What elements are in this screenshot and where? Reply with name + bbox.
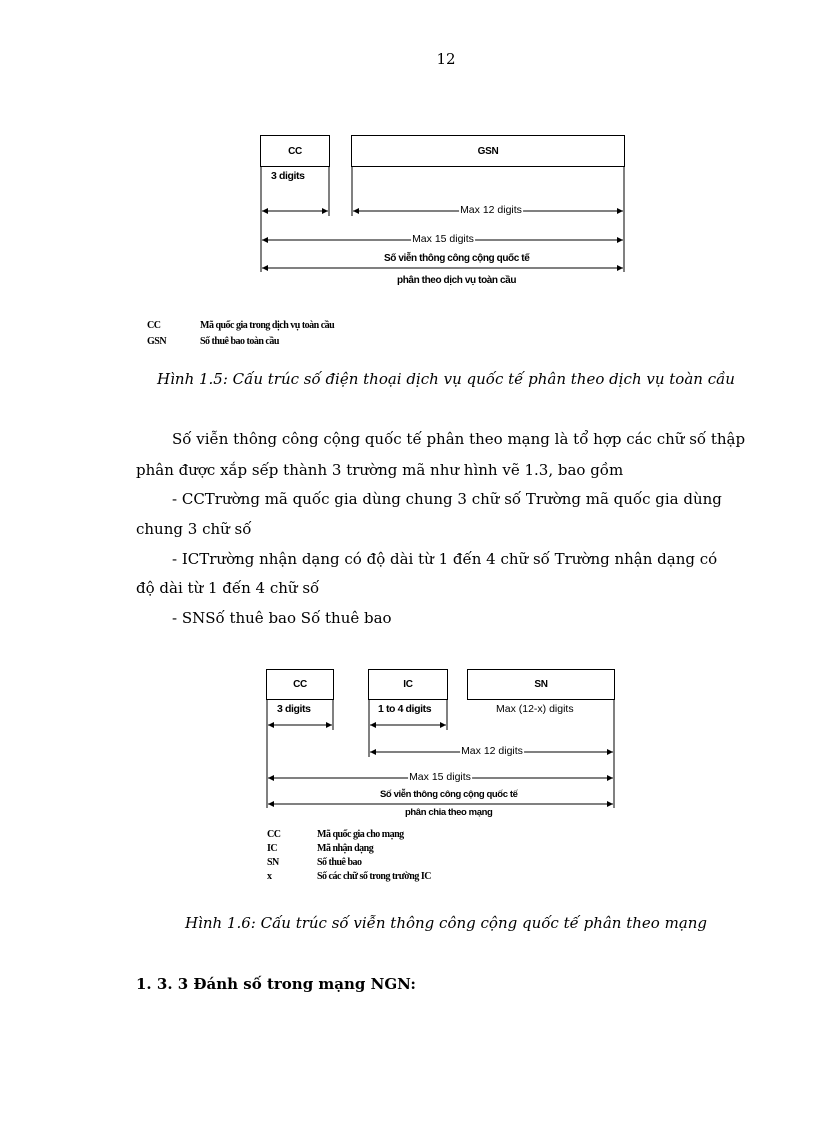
legend-abbr: GSN xyxy=(147,336,167,347)
dim-max15-label: Max 15 digits xyxy=(409,771,471,783)
legend-abbr: CC xyxy=(147,320,161,331)
figure-1-6-caption: Hình 1.6: Cấu trúc số viễn thông công cộng quốc tế phân theo mạng xyxy=(184,914,708,932)
section-heading: 1. 3. 3 Đánh số trong mạng NGN: xyxy=(136,975,416,993)
box-cc: CC xyxy=(260,135,330,167)
legend-abbr: x xyxy=(267,871,272,882)
box-ic: IC xyxy=(368,669,448,700)
legend-desc: Mã quốc gia trong dịch vụ toàn cầu xyxy=(200,320,335,331)
sn-digits-label: Max (12-x) digits xyxy=(496,703,574,715)
figure1-label-line2: phân theo dịch vụ toàn cầu xyxy=(397,275,517,286)
figure2-label-line1: Số viễn thông công cộng quốc tế xyxy=(380,789,518,800)
box-cc: CC xyxy=(266,669,334,700)
legend-desc: Số thuê bao xyxy=(317,857,362,868)
legend-row xyxy=(267,857,362,868)
ic-digits-label: 1 to 4 digits xyxy=(378,703,432,715)
legend-abbr: SN xyxy=(267,857,279,868)
page-number: 12 xyxy=(436,50,456,68)
legend-row xyxy=(267,871,431,882)
legend-desc: Mã nhận dạng xyxy=(317,843,374,854)
figure-1-5-caption: Hình 1.5: Cấu trúc số điện thoại dịch vụ quốc tế phân theo dịch vụ toàn cầu xyxy=(157,370,735,388)
paragraph-line: phân được xắp sếp thành 3 trường mã như hình vẽ 1.3, bao gồm xyxy=(136,461,624,479)
figure2-label-line2: phân chia theo mạng xyxy=(405,807,493,818)
cc-digits-label: 3 digits xyxy=(277,703,311,715)
legend-abbr: IC xyxy=(267,843,278,854)
legend-abbr: CC xyxy=(267,829,281,840)
cc-digits-label: 3 digits xyxy=(271,170,305,182)
legend-row xyxy=(267,829,404,840)
dim-max12-label: Max 12 digits xyxy=(460,204,522,216)
bullet-cc-cont: chung 3 chữ số xyxy=(136,520,252,538)
paragraph-line: Số viễn thông công cộng quốc tế phân theo mạng là tổ hợp các chữ số thập xyxy=(172,430,746,448)
bullet-cc: - CCTrường mã quốc gia dùng chung 3 chữ số Trường mã quốc gia dùng xyxy=(172,490,722,508)
legend-desc: Số các chữ số trong trường IC xyxy=(317,871,431,882)
legend-desc: Mã quốc gia cho mạng xyxy=(317,829,404,840)
box-gsn: GSN xyxy=(351,135,625,167)
figure1-label-line1: Số viễn thông công cộng quốc tế xyxy=(384,253,530,264)
dim-max12-label: Max 12 digits xyxy=(461,745,523,757)
bullet-ic: - ICTrường nhận dạng có độ dài từ 1 đến 4 chữ số Trường nhận dạng có xyxy=(172,550,718,568)
legend-desc: Số thuê bao toàn cầu xyxy=(200,336,279,347)
dim-max15-label: Max 15 digits xyxy=(412,233,474,245)
legend-row xyxy=(267,843,373,854)
bullet-sn: - SNSố thuê bao Số thuê bao xyxy=(172,609,392,627)
box-sn: SN xyxy=(467,669,615,700)
bullet-ic-cont: độ dài từ 1 đến 4 chữ số xyxy=(136,579,320,597)
